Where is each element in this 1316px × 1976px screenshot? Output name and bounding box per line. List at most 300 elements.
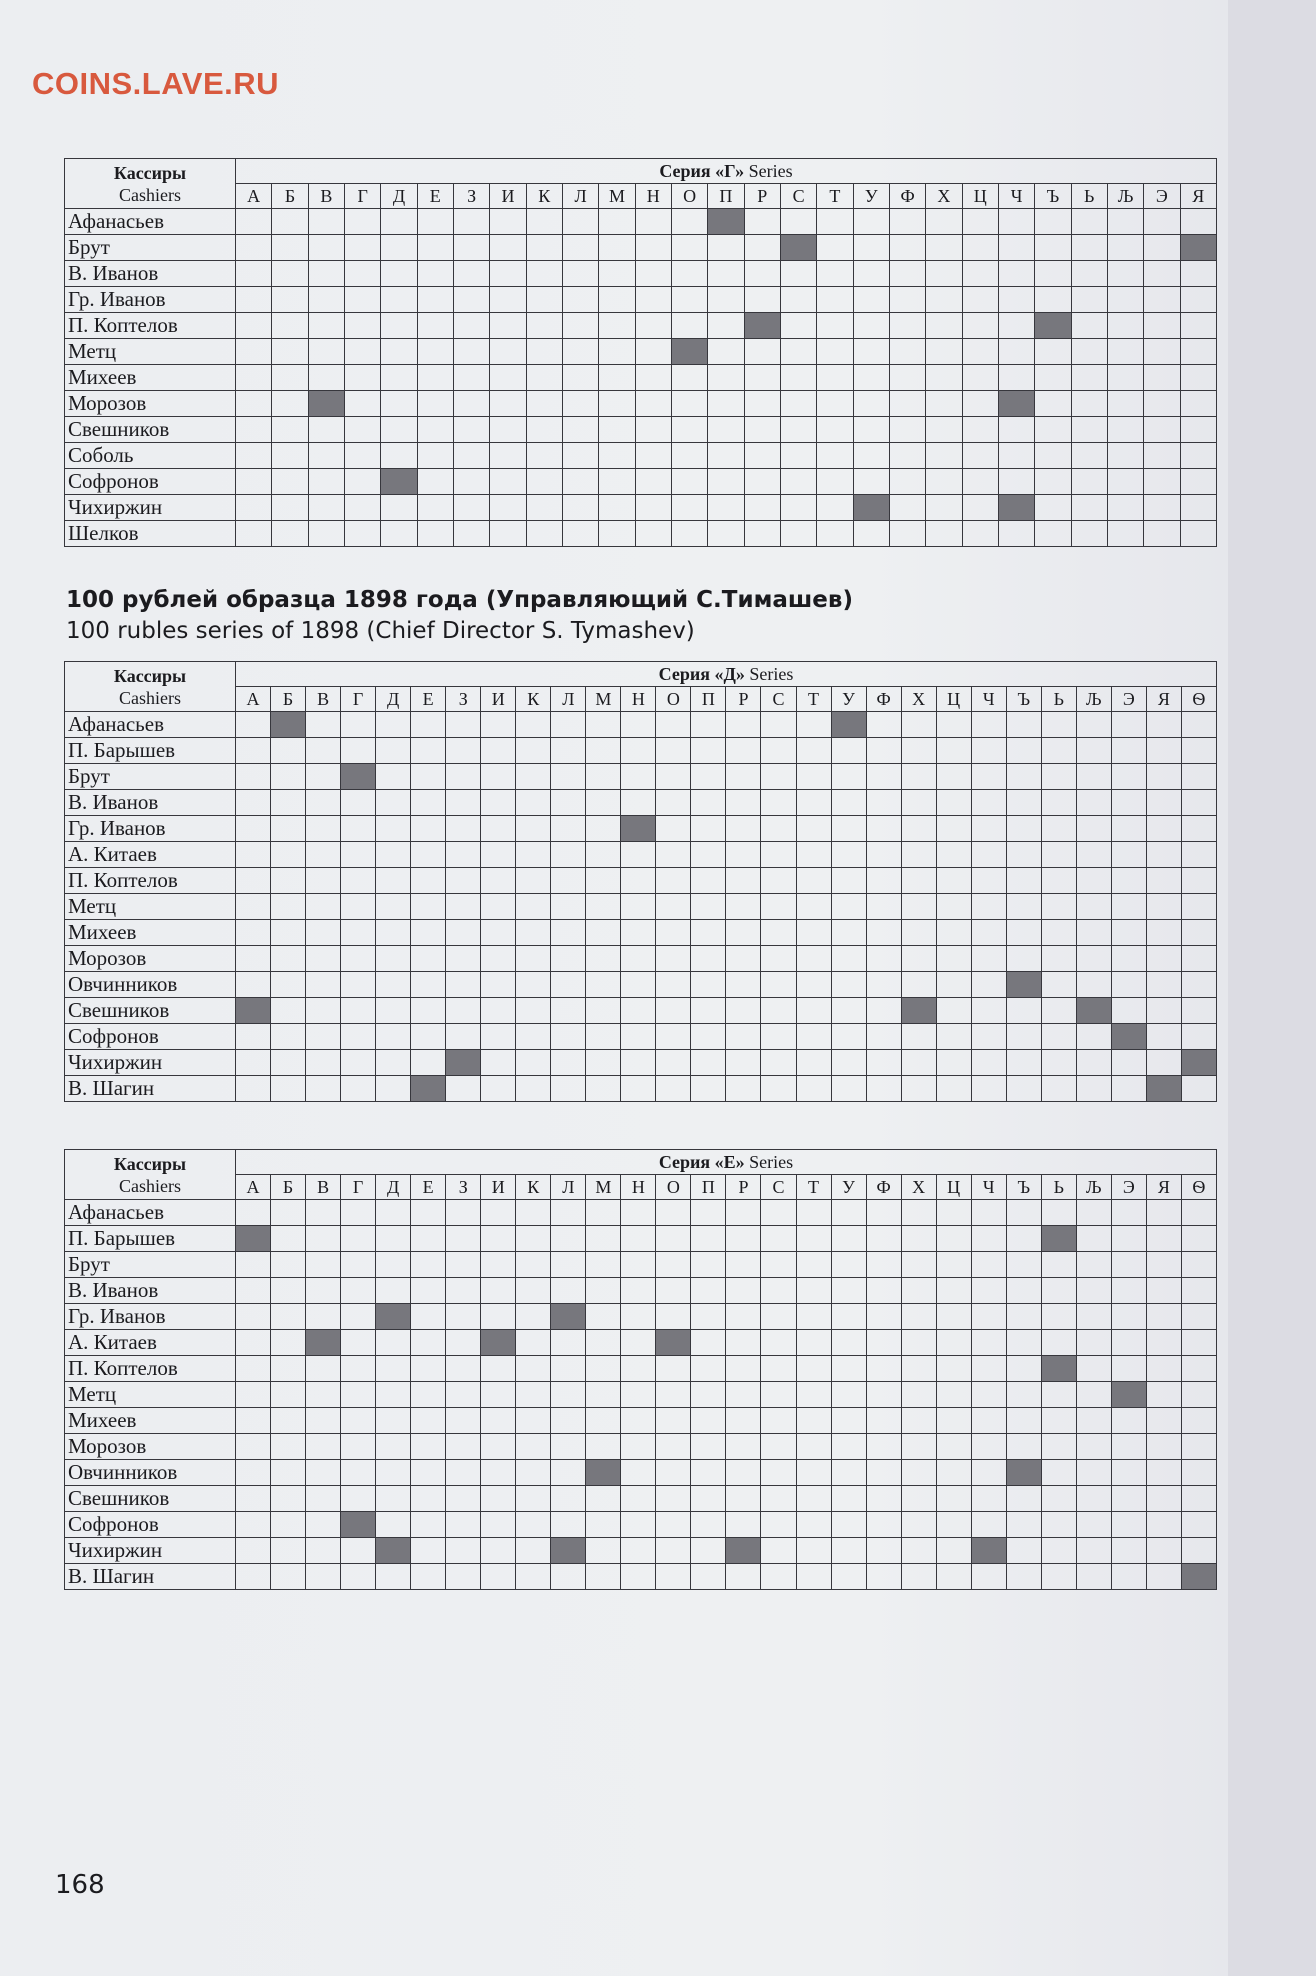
grid-cell (621, 972, 656, 998)
grid-cell (599, 469, 635, 495)
cashier-row (65, 1538, 1217, 1564)
grid-cell (516, 738, 551, 764)
grid-cell (381, 521, 417, 547)
grid-cell (341, 972, 376, 998)
grid-cell (780, 391, 816, 417)
grid-cell (341, 1486, 376, 1512)
series-letter: О (671, 184, 707, 209)
grid-cell (272, 209, 308, 235)
grid-cell (1035, 261, 1071, 287)
grid-cell (381, 209, 417, 235)
grid-cell (866, 764, 901, 790)
cashier-name: П. Коптелов (65, 868, 236, 894)
grid-cell (936, 1460, 971, 1486)
grid-cell (656, 1512, 691, 1538)
grid-cell (236, 1330, 271, 1356)
grid-cell (586, 764, 621, 790)
grid-cell (1006, 1050, 1041, 1076)
grid-cell (1146, 998, 1181, 1024)
marked-cell (446, 1050, 481, 1076)
series-letter: Е (411, 1175, 446, 1200)
grid-cell (562, 313, 598, 339)
grid-cell (562, 495, 598, 521)
grid-cell (481, 1460, 516, 1486)
grid-cell (1071, 391, 1107, 417)
cashier-row (65, 339, 1217, 365)
marked-cell (998, 495, 1034, 521)
grid-cell (551, 790, 586, 816)
grid-cell (417, 235, 453, 261)
grid-cell (341, 790, 376, 816)
grid-cell (936, 712, 971, 738)
grid-cell (780, 261, 816, 287)
grid-cell (621, 1434, 656, 1460)
grid-cell (1146, 1564, 1181, 1590)
grid-cell (306, 790, 341, 816)
series-letter: З (453, 184, 489, 209)
grid-cell (761, 920, 796, 946)
grid-cell (417, 339, 453, 365)
grid-cell (306, 1076, 341, 1102)
marked-cell (744, 313, 780, 339)
grid-cell (551, 920, 586, 946)
grid-cell (1107, 209, 1143, 235)
marked-cell (381, 469, 417, 495)
grid-cell (453, 339, 489, 365)
cashier-name: В. Шагин (65, 1076, 236, 1102)
grid-cell (621, 1538, 656, 1564)
grid-cell (1071, 261, 1107, 287)
series-letter: Ч (998, 184, 1034, 209)
grid-cell (1180, 521, 1216, 547)
grid-cell (971, 764, 1006, 790)
series-letter: Ч (971, 687, 1006, 712)
grid-cell (516, 1564, 551, 1590)
series-label-en: Series (749, 1151, 794, 1172)
grid-cell (1111, 1076, 1146, 1102)
grid-cell (671, 521, 707, 547)
grid-cell (411, 972, 446, 998)
grid-cell (1144, 443, 1180, 469)
marked-cell (1111, 1024, 1146, 1050)
grid-cell (1006, 712, 1041, 738)
marked-cell (411, 1076, 446, 1102)
cashier-table-series-d (64, 661, 1217, 1102)
cashier-row (65, 842, 1217, 868)
grid-cell (926, 521, 962, 547)
cashier-row (65, 920, 1217, 946)
grid-cell (621, 1278, 656, 1304)
grid-cell (761, 1200, 796, 1226)
grid-cell (1041, 1486, 1076, 1512)
grid-cell (1071, 521, 1107, 547)
grid-cell (671, 365, 707, 391)
grid-cell (621, 842, 656, 868)
grid-cell (1107, 391, 1143, 417)
grid-cell (516, 1278, 551, 1304)
grid-cell (926, 365, 962, 391)
grid-cell (831, 1200, 866, 1226)
grid-cell (691, 1460, 726, 1486)
grid-cell (656, 1356, 691, 1382)
grid-cell (780, 495, 816, 521)
grid-cell (1180, 313, 1216, 339)
series-letter: З (446, 1175, 481, 1200)
grid-cell (306, 1024, 341, 1050)
grid-cell (726, 946, 761, 972)
grid-cell (551, 1200, 586, 1226)
marked-cell (621, 816, 656, 842)
grid-cell (726, 1304, 761, 1330)
marked-cell (1111, 1382, 1146, 1408)
cashiers-header-ru: Кассиры (113, 162, 187, 183)
grid-cell (381, 495, 417, 521)
cashier-row (65, 1486, 1217, 1512)
grid-cell (562, 521, 598, 547)
series-letter: Г (341, 1175, 376, 1200)
grid-cell (341, 1564, 376, 1590)
grid-cell (901, 972, 936, 998)
grid-cell (271, 842, 306, 868)
grid-cell (417, 365, 453, 391)
grid-cell (726, 1512, 761, 1538)
grid-cell (1111, 1486, 1146, 1512)
grid-cell (341, 998, 376, 1024)
grid-cell (516, 1382, 551, 1408)
grid-cell (936, 1408, 971, 1434)
grid-cell (831, 1226, 866, 1252)
grid-cell (1181, 738, 1216, 764)
grid-cell (936, 1330, 971, 1356)
marked-cell (586, 1460, 621, 1486)
grid-cell (817, 391, 853, 417)
grid-cell (1041, 1512, 1076, 1538)
cashier-row (65, 998, 1217, 1024)
grid-cell (1111, 1200, 1146, 1226)
grid-cell (971, 842, 1006, 868)
grid-cell (481, 1024, 516, 1050)
grid-cell (656, 1252, 691, 1278)
series-letter: А (236, 1175, 271, 1200)
grid-cell (744, 443, 780, 469)
grid-cell (889, 521, 925, 547)
series-letter: Ѳ (1181, 1175, 1216, 1200)
grid-cell (411, 1050, 446, 1076)
grid-cell (1071, 235, 1107, 261)
grid-cell (962, 365, 998, 391)
series-letter: М (599, 184, 635, 209)
grid-cell (1107, 339, 1143, 365)
grid-cell (962, 469, 998, 495)
grid-cell (1111, 1226, 1146, 1252)
grid-cell (671, 235, 707, 261)
grid-cell (1144, 313, 1180, 339)
cashiers-header (65, 159, 236, 209)
grid-cell (1076, 920, 1111, 946)
grid-cell (526, 261, 562, 287)
grid-cell (671, 209, 707, 235)
grid-cell (236, 417, 272, 443)
grid-cell (526, 235, 562, 261)
grid-cell (411, 894, 446, 920)
grid-cell (306, 1200, 341, 1226)
grid-cell (1111, 1538, 1146, 1564)
grid-cell (889, 469, 925, 495)
grid-cell (236, 894, 271, 920)
grid-cell (971, 1278, 1006, 1304)
grid-cell (796, 816, 831, 842)
grid-cell (936, 1434, 971, 1460)
series-letter: К (516, 1175, 551, 1200)
cashier-row (65, 1356, 1217, 1382)
grid-cell (1076, 894, 1111, 920)
grid-cell (376, 1408, 411, 1434)
grid-cell (831, 1512, 866, 1538)
grid-cell (831, 790, 866, 816)
grid-cell (306, 998, 341, 1024)
grid-cell (761, 816, 796, 842)
grid-cell (901, 1050, 936, 1076)
grid-cell (1146, 972, 1181, 998)
grid-cell (1146, 790, 1181, 816)
grid-cell (1076, 1330, 1111, 1356)
grid-cell (962, 235, 998, 261)
grid-cell (411, 790, 446, 816)
grid-cell (926, 209, 962, 235)
grid-cell (796, 1382, 831, 1408)
grid-cell (853, 209, 889, 235)
grid-cell (1146, 1408, 1181, 1434)
grid-cell (411, 1278, 446, 1304)
grid-cell (761, 972, 796, 998)
grid-cell (551, 1330, 586, 1356)
grid-cell (831, 1538, 866, 1564)
grid-cell (1181, 1408, 1216, 1434)
grid-cell (551, 842, 586, 868)
grid-cell (271, 1330, 306, 1356)
grid-cell (971, 1330, 1006, 1356)
series-letter: Ѳ (1181, 687, 1216, 712)
grid-cell (344, 391, 380, 417)
grid-cell (971, 816, 1006, 842)
grid-cell (971, 738, 1006, 764)
grid-cell (586, 1200, 621, 1226)
grid-cell (1181, 1512, 1216, 1538)
grid-cell (1006, 1434, 1041, 1460)
grid-cell (551, 1024, 586, 1050)
grid-cell (761, 1050, 796, 1076)
grid-cell (1146, 1356, 1181, 1382)
grid-cell (621, 712, 656, 738)
grid-cell (490, 391, 526, 417)
grid-cell (376, 894, 411, 920)
grid-cell (446, 1512, 481, 1538)
grid-cell (446, 1226, 481, 1252)
grid-cell (1144, 391, 1180, 417)
grid-cell (341, 1200, 376, 1226)
grid-cell (551, 1226, 586, 1252)
series-letter: Ь (1071, 184, 1107, 209)
grid-cell (381, 339, 417, 365)
cashier-row (65, 894, 1217, 920)
grid-cell (621, 1304, 656, 1330)
grid-cell (656, 1278, 691, 1304)
grid-cell (866, 790, 901, 816)
grid-cell (271, 894, 306, 920)
grid-cell (417, 495, 453, 521)
series-letter: К (516, 687, 551, 712)
grid-cell (446, 868, 481, 894)
grid-cell (796, 790, 831, 816)
grid-cell (1041, 1278, 1076, 1304)
grid-cell (1181, 972, 1216, 998)
grid-cell (998, 261, 1034, 287)
grid-cell (726, 1434, 761, 1460)
grid-cell (551, 1460, 586, 1486)
grid-cell (962, 339, 998, 365)
grid-cell (586, 1564, 621, 1590)
grid-cell (780, 339, 816, 365)
series-letter: А (236, 687, 271, 712)
grid-cell (796, 1512, 831, 1538)
grid-cell (1006, 920, 1041, 946)
grid-cell (526, 469, 562, 495)
grid-cell (376, 1356, 411, 1382)
grid-cell (586, 920, 621, 946)
marked-cell (341, 1512, 376, 1538)
grid-cell (971, 1408, 1006, 1434)
grid-cell (866, 712, 901, 738)
cashier-name: Чихиржин (65, 1538, 236, 1564)
grid-cell (1107, 469, 1143, 495)
grid-cell (516, 1460, 551, 1486)
cashier-name: А. Китаев (65, 1330, 236, 1356)
grid-cell (446, 894, 481, 920)
grid-cell (1076, 1278, 1111, 1304)
series-letter: Ъ (1035, 184, 1071, 209)
grid-cell (551, 816, 586, 842)
grid-cell (1035, 521, 1071, 547)
grid-cell (744, 209, 780, 235)
grid-cell (901, 1512, 936, 1538)
grid-cell (1041, 920, 1076, 946)
grid-cell (271, 998, 306, 1024)
grid-cell (411, 842, 446, 868)
grid-cell (271, 1304, 306, 1330)
grid-cell (376, 764, 411, 790)
grid-cell (411, 764, 446, 790)
cashiers-header (65, 662, 236, 712)
grid-cell (708, 339, 744, 365)
grid-cell (901, 1538, 936, 1564)
grid-cell (236, 764, 271, 790)
grid-cell (271, 920, 306, 946)
grid-cell (1076, 1538, 1111, 1564)
grid-cell (344, 417, 380, 443)
grid-cell (726, 1252, 761, 1278)
grid-cell (236, 209, 272, 235)
grid-cell (708, 365, 744, 391)
grid-cell (236, 1050, 271, 1076)
cashier-name: Овчинников (65, 972, 236, 998)
grid-cell (998, 235, 1034, 261)
grid-cell (1041, 894, 1076, 920)
cashier-name: Морозов (65, 391, 236, 417)
grid-cell (446, 790, 481, 816)
grid-cell (526, 209, 562, 235)
grid-cell (236, 1382, 271, 1408)
grid-cell (1006, 1024, 1041, 1050)
grid-cell (621, 1076, 656, 1102)
grid-cell (481, 1512, 516, 1538)
grid-cell (962, 391, 998, 417)
grid-cell (621, 868, 656, 894)
grid-cell (446, 1278, 481, 1304)
grid-cell (1180, 339, 1216, 365)
grid-cell (599, 313, 635, 339)
grid-cell (516, 842, 551, 868)
grid-cell (490, 495, 526, 521)
grid-cell (971, 1304, 1006, 1330)
cashier-row (65, 417, 1217, 443)
grid-cell (551, 868, 586, 894)
grid-cell (272, 521, 308, 547)
grid-cell (376, 868, 411, 894)
grid-cell (446, 1564, 481, 1590)
cashier-name: Афанасьев (65, 209, 236, 235)
grid-cell (761, 1486, 796, 1512)
grid-cell (344, 443, 380, 469)
grid-cell (236, 946, 271, 972)
grid-cell (417, 209, 453, 235)
grid-cell (586, 972, 621, 998)
grid-cell (708, 521, 744, 547)
grid-cell (1006, 1330, 1041, 1356)
grid-cell (1111, 1564, 1146, 1590)
grid-cell (1144, 287, 1180, 313)
grid-cell (411, 920, 446, 946)
grid-cell (726, 1564, 761, 1590)
grid-cell (656, 1538, 691, 1564)
grid-cell (621, 1252, 656, 1278)
grid-cell (1006, 894, 1041, 920)
grid-cell (376, 1564, 411, 1590)
grid-cell (411, 816, 446, 842)
cashier-row (65, 1564, 1217, 1590)
grid-cell (236, 972, 271, 998)
grid-cell (691, 1486, 726, 1512)
grid-cell (853, 287, 889, 313)
grid-cell (1146, 1434, 1181, 1460)
marked-cell (376, 1538, 411, 1564)
grid-cell (817, 469, 853, 495)
grid-cell (831, 920, 866, 946)
grid-cell (1111, 1408, 1146, 1434)
series-letter: А (236, 184, 272, 209)
grid-cell (306, 842, 341, 868)
grid-cell (831, 998, 866, 1024)
grid-cell (586, 790, 621, 816)
grid-cell (1146, 764, 1181, 790)
grid-cell (446, 946, 481, 972)
grid-cell (1111, 972, 1146, 998)
grid-cell (308, 313, 344, 339)
grid-cell (1107, 365, 1143, 391)
grid-cell (831, 1460, 866, 1486)
grid-cell (761, 1076, 796, 1102)
marked-cell (831, 712, 866, 738)
grid-cell (926, 391, 962, 417)
